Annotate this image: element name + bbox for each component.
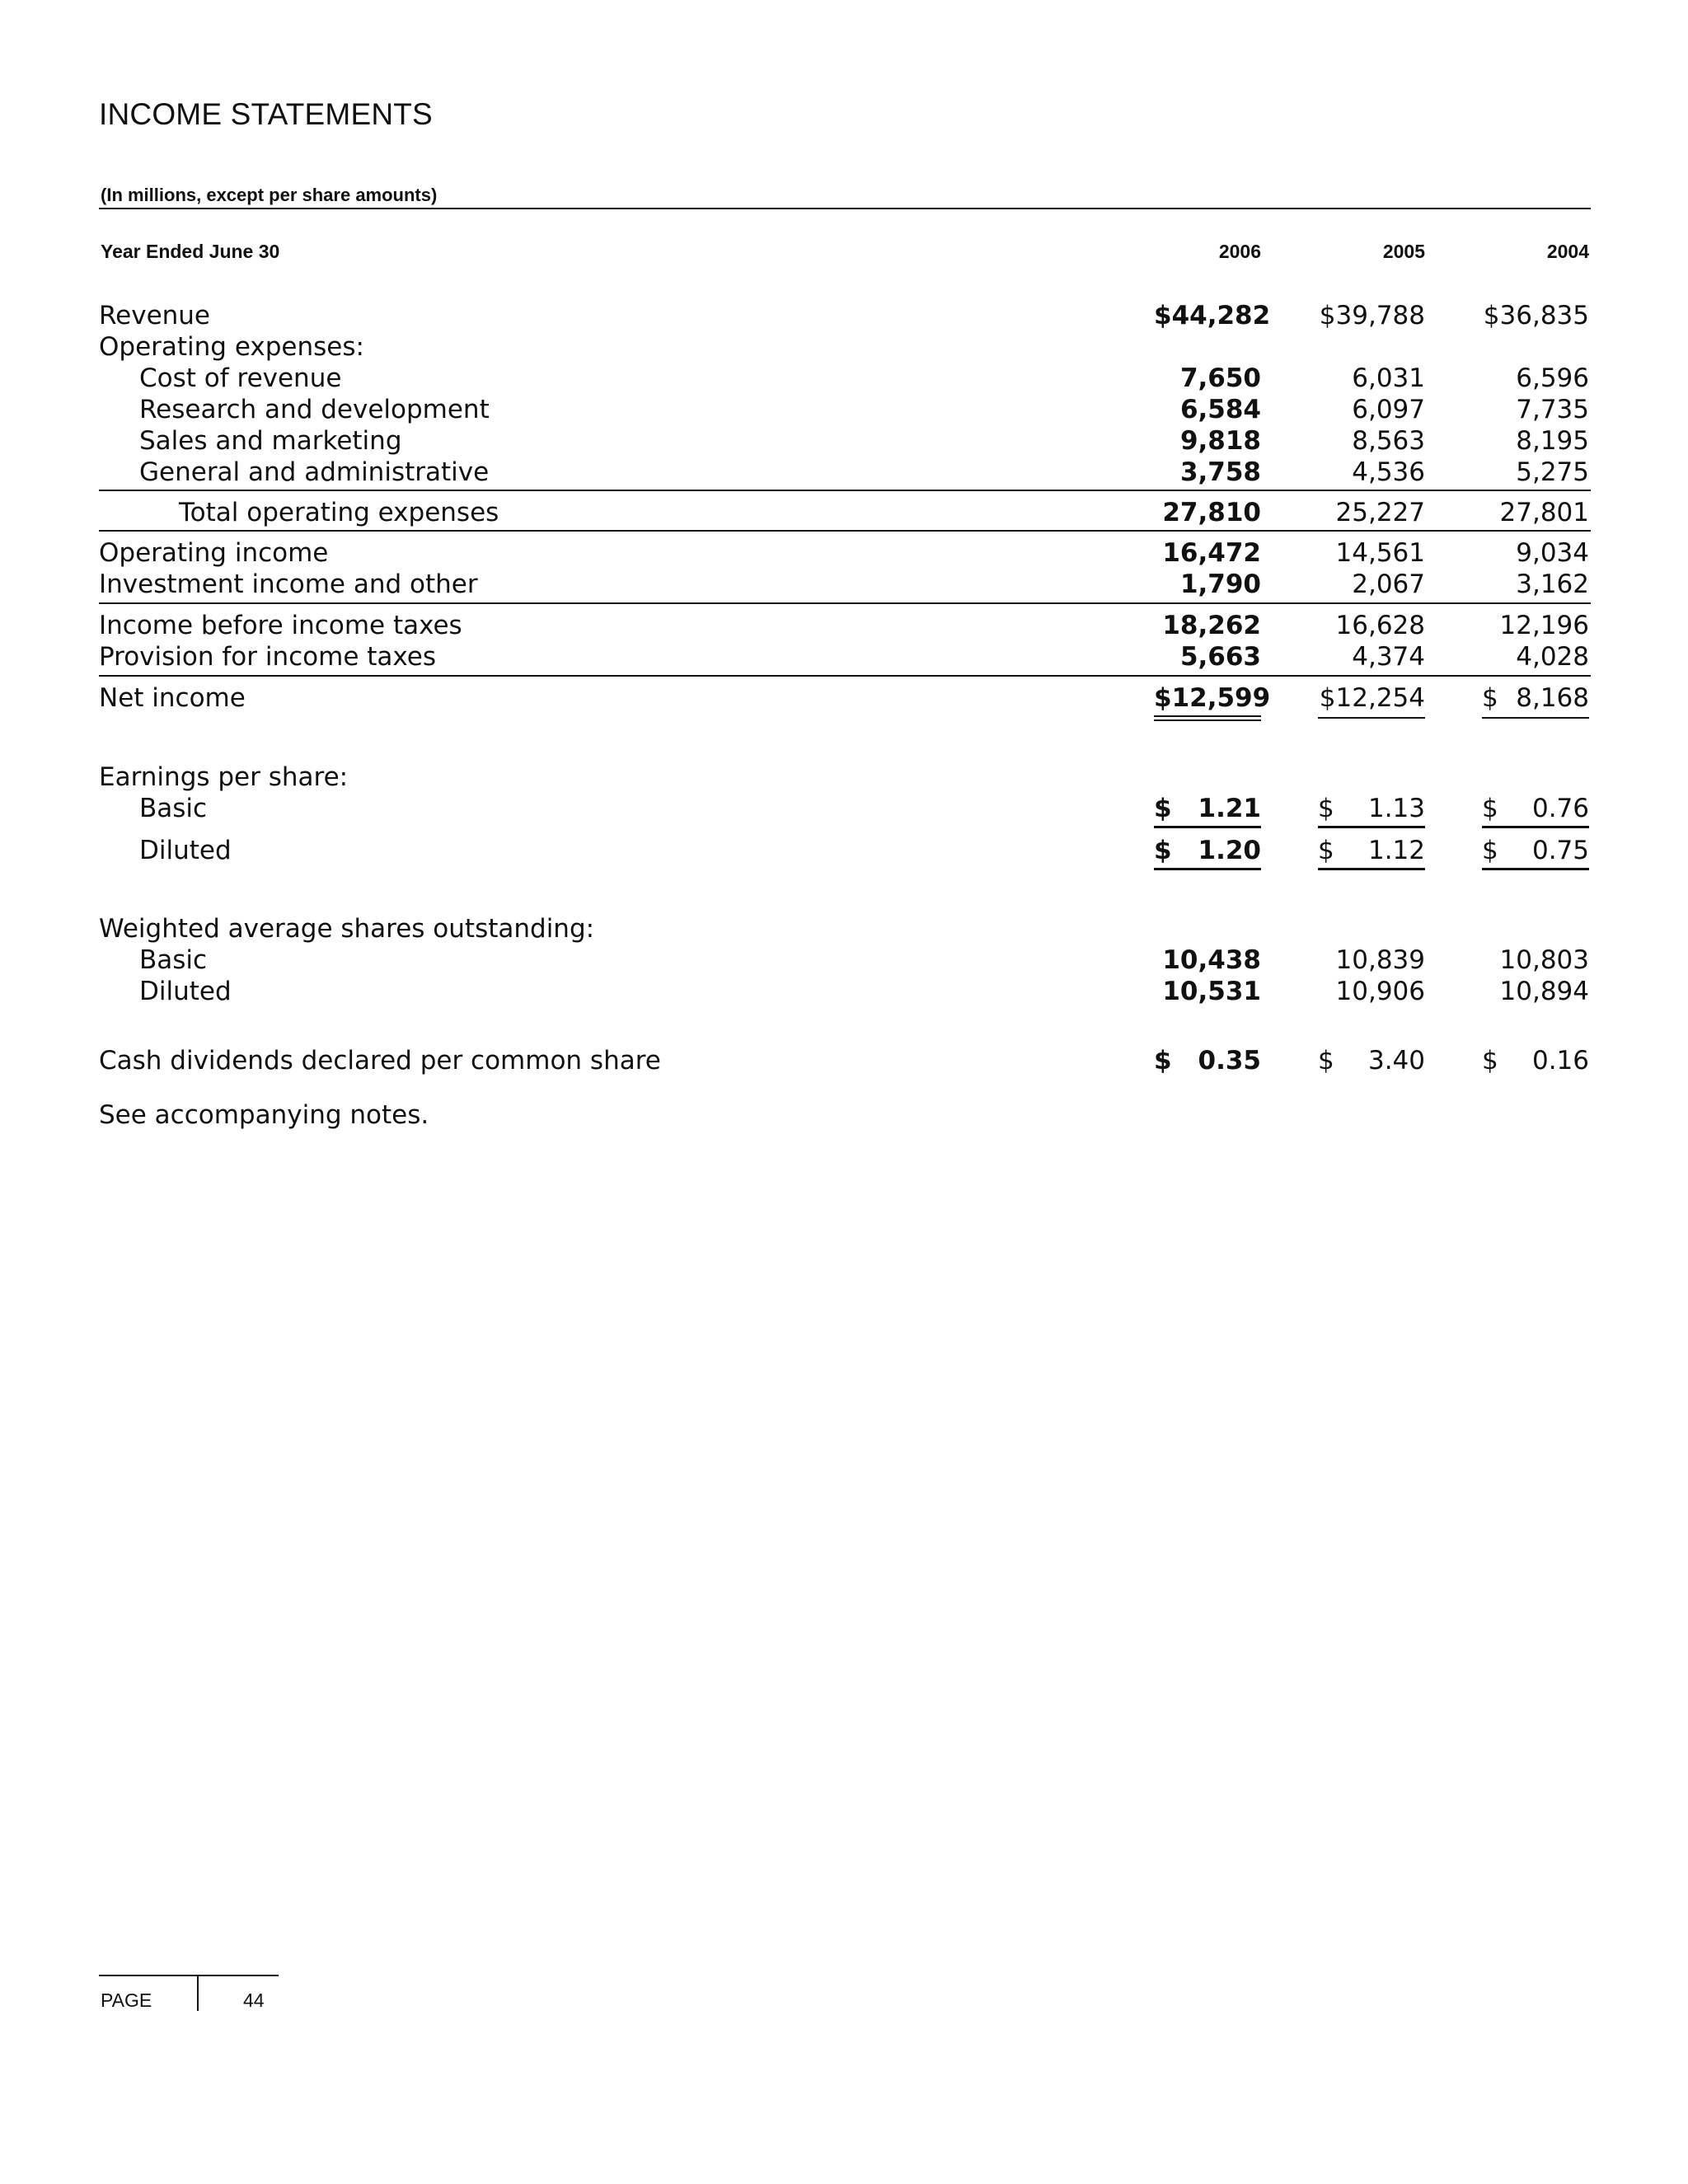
dollar-sign: $ bbox=[1482, 683, 1498, 713]
header-rule bbox=[99, 208, 1591, 209]
value-2004: 27,801 bbox=[1499, 498, 1589, 527]
amount: 0.75 bbox=[1531, 836, 1589, 865]
page-number: 44 bbox=[243, 1990, 265, 2011]
value-2004: 4,028 bbox=[1516, 642, 1589, 672]
value-2004 bbox=[1482, 1045, 1589, 1076]
row-label: Revenue bbox=[99, 301, 211, 330]
row-provision-for-income-taxes bbox=[99, 641, 1591, 673]
value-2004: $36,835 bbox=[1483, 301, 1589, 330]
amount: 1.13 bbox=[1367, 794, 1425, 823]
value-2004 bbox=[1482, 682, 1589, 714]
value-2005: $39,788 bbox=[1319, 301, 1425, 330]
row-label: General and administrative bbox=[139, 457, 490, 487]
column-underline bbox=[1482, 826, 1589, 828]
amount: 0.76 bbox=[1531, 794, 1589, 823]
row-operating-income bbox=[99, 537, 1591, 569]
value-2005: 10,906 bbox=[1335, 977, 1425, 1006]
value-2005 bbox=[1318, 793, 1425, 824]
dollar-sign: $ bbox=[1154, 836, 1172, 865]
row-investment-income-and-other bbox=[99, 569, 1591, 600]
footer-rule bbox=[99, 1975, 279, 1976]
value-2004: 12,196 bbox=[1499, 611, 1589, 640]
value-2006: 1,790 bbox=[1179, 569, 1261, 599]
value-2004: 3,162 bbox=[1516, 569, 1589, 599]
row-label: Investment income and other bbox=[99, 569, 478, 599]
notes-text: See accompanying notes. bbox=[99, 1100, 429, 1130]
page-footer bbox=[99, 1975, 280, 2016]
value-2005 bbox=[1318, 1045, 1425, 1076]
value-2004: 8,195 bbox=[1516, 426, 1589, 456]
value-2006: 16,472 bbox=[1162, 538, 1261, 568]
column-rule bbox=[1154, 490, 1261, 491]
amount: 0.16 bbox=[1531, 1046, 1589, 1076]
dollar-sign: $ bbox=[1482, 1046, 1498, 1076]
row-label: Basic bbox=[139, 794, 208, 823]
value-2004: 9,034 bbox=[1516, 538, 1589, 568]
value-2004 bbox=[1482, 793, 1589, 824]
dollar-sign: $ bbox=[1318, 1046, 1334, 1076]
dollar-sign: $ bbox=[1482, 836, 1498, 865]
column-underline bbox=[1318, 826, 1425, 828]
dollar-sign: $ bbox=[1482, 794, 1498, 823]
row-label: Basic bbox=[139, 945, 208, 975]
row-label: Provision for income taxes bbox=[99, 642, 437, 672]
dollar-sign: $ bbox=[1154, 794, 1172, 823]
value-2006: $12,599 bbox=[1154, 683, 1271, 713]
row-label: Operating expenses: bbox=[99, 332, 364, 362]
year-2006-header: 2006 bbox=[1218, 241, 1261, 262]
value-2005: 14,561 bbox=[1335, 538, 1425, 568]
amount: 1.12 bbox=[1367, 836, 1425, 865]
row-label: Cash dividends declared per common share bbox=[99, 1046, 661, 1076]
year-2005-header: 2005 bbox=[1382, 241, 1425, 262]
row-cost-of-revenue bbox=[99, 363, 1591, 394]
accompanying-notes bbox=[99, 1099, 1591, 1131]
row-label: Diluted bbox=[139, 977, 232, 1006]
value-2006: 9,818 bbox=[1179, 426, 1261, 456]
value-2004 bbox=[1482, 835, 1589, 866]
row-label: Total operating expenses bbox=[179, 498, 499, 527]
value-2005 bbox=[1318, 835, 1425, 866]
column-underline bbox=[1482, 717, 1589, 719]
row-shares-basic bbox=[99, 944, 1591, 976]
row-label: Income before income taxes bbox=[99, 611, 462, 640]
row-label: Net income bbox=[99, 683, 246, 713]
row-research-and-development bbox=[99, 394, 1591, 425]
value-2006 bbox=[1154, 793, 1261, 824]
value-2006 bbox=[1154, 1045, 1261, 1076]
column-underline bbox=[1318, 868, 1425, 870]
value-2006: 5,663 bbox=[1179, 642, 1261, 672]
value-2006: 6,584 bbox=[1179, 395, 1261, 424]
value-2004: 10,803 bbox=[1499, 945, 1589, 975]
row-label: Sales and marketing bbox=[139, 426, 402, 456]
row-eps-basic bbox=[99, 793, 1591, 824]
footer-divider bbox=[197, 1975, 199, 2011]
column-underline bbox=[1482, 868, 1589, 870]
row-sales-and-marketing bbox=[99, 425, 1591, 457]
row-label: Operating income bbox=[99, 538, 329, 568]
dollar-sign: $ bbox=[1318, 836, 1334, 865]
subtotal-rule bbox=[99, 602, 1591, 604]
column-headers bbox=[99, 241, 1591, 265]
value-2004: 6,596 bbox=[1516, 363, 1589, 393]
subtotal-rule bbox=[99, 530, 1591, 532]
dollar-sign: $ bbox=[1318, 794, 1334, 823]
value-2004: 7,735 bbox=[1516, 395, 1589, 424]
row-label: Earnings per share: bbox=[99, 762, 349, 792]
units-note: (In millions, except per share amounts) bbox=[101, 185, 438, 205]
value-2005: 6,031 bbox=[1352, 363, 1425, 393]
column-underline bbox=[1154, 826, 1261, 828]
row-revenue bbox=[99, 300, 1591, 331]
value-2006: 18,262 bbox=[1162, 611, 1261, 640]
value-2005: 4,374 bbox=[1352, 642, 1425, 672]
value-2006: 10,438 bbox=[1162, 945, 1261, 975]
row-income-before-income-taxes bbox=[99, 610, 1591, 641]
row-label: Weighted average shares outstanding: bbox=[99, 914, 595, 944]
amount: 8,168 bbox=[1516, 683, 1589, 713]
value-2005: 10,839 bbox=[1335, 945, 1425, 975]
value-2005: 16,628 bbox=[1335, 611, 1425, 640]
value-2006: $44,282 bbox=[1154, 301, 1271, 330]
row-label: Cost of revenue bbox=[139, 363, 342, 393]
row-eps-diluted bbox=[99, 835, 1591, 866]
row-net-income bbox=[99, 682, 1591, 714]
row-operating-expenses-header bbox=[99, 331, 1591, 363]
amount: 0.35 bbox=[1198, 1046, 1261, 1076]
income-statement-page bbox=[99, 0, 1591, 2184]
row-label: Research and development bbox=[139, 395, 490, 424]
subtotal-rule bbox=[99, 675, 1591, 677]
double-underline bbox=[1154, 715, 1261, 721]
row-total-operating-expenses bbox=[99, 497, 1591, 528]
value-2005: $12,254 bbox=[1319, 683, 1425, 713]
year-2004-header: 2004 bbox=[1546, 241, 1589, 262]
subtotal-rule bbox=[99, 490, 1591, 491]
page-title: INCOME STATEMENTS bbox=[99, 97, 433, 131]
row-general-and-administrative bbox=[99, 457, 1591, 488]
amount: 1.20 bbox=[1198, 836, 1261, 865]
value-2006: 27,810 bbox=[1162, 498, 1261, 527]
year-ended-label: Year Ended June 30 bbox=[101, 241, 280, 262]
value-2006: 10,531 bbox=[1162, 977, 1261, 1006]
value-2005: 4,536 bbox=[1352, 457, 1425, 487]
value-2006 bbox=[1154, 835, 1261, 866]
row-weighted-average-shares-header bbox=[99, 913, 1591, 944]
value-2006: 7,650 bbox=[1179, 363, 1261, 393]
value-2004: 10,894 bbox=[1499, 977, 1589, 1006]
row-cash-dividends bbox=[99, 1045, 1591, 1076]
value-2004: 5,275 bbox=[1516, 457, 1589, 487]
row-shares-diluted bbox=[99, 976, 1591, 1007]
column-underline bbox=[1154, 868, 1261, 870]
amount: 1.21 bbox=[1198, 794, 1261, 823]
value-2005: 25,227 bbox=[1335, 498, 1425, 527]
value-2006: 3,758 bbox=[1179, 457, 1261, 487]
row-label: Diluted bbox=[139, 836, 232, 865]
page-label: PAGE bbox=[101, 1990, 152, 2011]
value-2005: 8,563 bbox=[1352, 426, 1425, 456]
value-2005: 2,067 bbox=[1352, 569, 1425, 599]
column-underline bbox=[1318, 717, 1425, 719]
dollar-sign: $ bbox=[1154, 1046, 1172, 1076]
amount: 3.40 bbox=[1367, 1046, 1425, 1076]
value-2005: 6,097 bbox=[1352, 395, 1425, 424]
row-earnings-per-share-header bbox=[99, 762, 1591, 793]
